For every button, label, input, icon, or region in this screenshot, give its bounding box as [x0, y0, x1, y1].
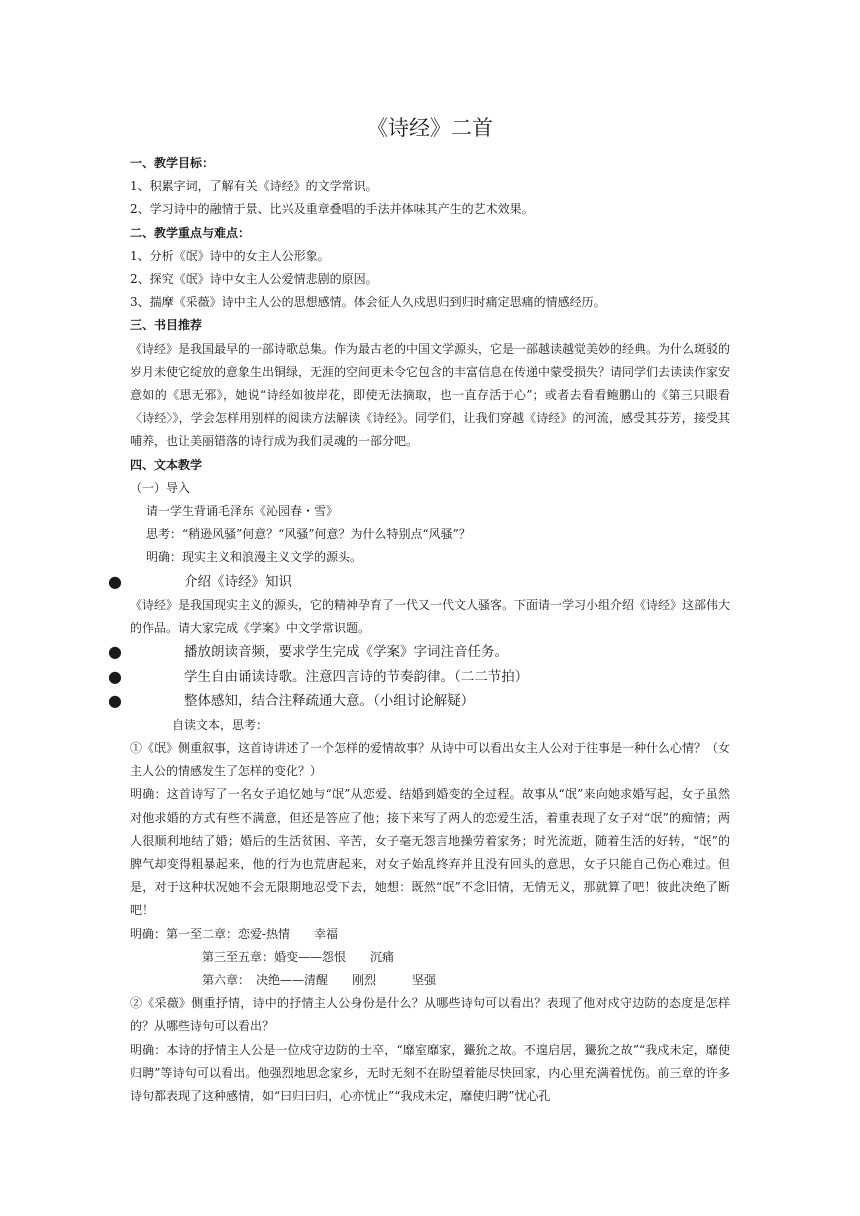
book-recommendation-paragraph: 《诗经》是我国最早的一部诗歌总集。作为最古老的中国文学源头，它是一部越读越觉美妙的经典。为什么斑驳的岁月未使它绽放的意象生出铜绿，无涯的空间更未令它包含的丰富信息在传递中蒙受损失？请同学们去读读作家安意如的《思无邪》，她说“诗经如彼岸花，即使无法摘取，也一直存活于心”；或者去看看鲍鹏山的《第三只眼看〈诗经〉》，学会怎样用别样的阅读方法解读《诗经》。同学们，让我们穿越《诗经》的河流，感受其芬芳，接受其哺养，也让美丽错落的诗行成为我们灵魂的一部分吧。 [130, 341, 731, 449]
question-paragraph: ①《氓》侧重叙事，这首诗讲述了一个怎样的爱情故事？从诗中可以看出女主人公对于往事是一种什么心情？（女主人公的情感发生了怎样的变化？） [130, 740, 731, 779]
document-title: 《诗经》二首 [367, 116, 493, 140]
bullet-icon: ● [108, 571, 122, 591]
shijing-intro-paragraph: 《诗经》是我国现实主义的源头，它的精神孕育了一代又一代文人骚客。下面请一学习小组介绍《诗经》这部伟大的作品。请大家完成《学案》中文学常识题。 [130, 598, 731, 636]
bullet-item [108, 689, 730, 713]
intro-line: 思考：“稍逊风骚”何意？“风骚”何意？为什么特别点“风骚”？ [146, 527, 471, 542]
document-body [108, 152, 731, 1108]
heading-text-teaching: 四、文本教学 [130, 457, 203, 472]
heading-key-points: 二、教学重点与难点： [130, 225, 251, 240]
bullet-icon: ● [108, 666, 122, 686]
heading-teaching-goals: 一、教学目标： [130, 156, 215, 170]
summary-line: 第三至五章：婚变——怨恨 沉痛 [202, 949, 395, 964]
bullet-icon: ● [108, 691, 122, 711]
question-paragraph: ②《采薇》侧重抒情，诗中的抒情主人公身份是什么？从哪些诗句可以看出？表现了他对戍守边防的态度是怎样的？从哪些诗句可以看出？ [130, 996, 730, 1034]
key-item: 2、探究《氓》诗中女主人公爱情悲剧的原因。 [130, 272, 378, 287]
bullet-text: 播放朗读音频，要求学生完成《学案》字词注音任务。 [184, 644, 508, 661]
summary-line: 明确：第一至二章：恋爱-热情 幸福 [130, 926, 339, 941]
bullet-item [108, 570, 730, 594]
key-item: 3、揣摩《采薇》诗中主人公的思想感情。体会征人久戍思归到归时痛定思痛的情感经历。 [130, 295, 606, 310]
intro-line: 明确：现实主义和浪漫主义文学的源头。 [146, 550, 363, 565]
summary-line: 第六章： 决绝——清醒 刚烈 坚强 [202, 972, 437, 987]
goal-item: 1、积累字词，了解有关《诗经》的文学常识。 [130, 179, 378, 194]
intro-label: （一）导入 [130, 480, 191, 495]
bullet-item [108, 640, 730, 664]
bullet-icon: ● [108, 642, 122, 662]
bullet-text: 学生自由诵读诗歌。注意四言诗的节奏韵律。（二二节拍） [184, 668, 529, 685]
bullet-text: 整体感知，结合注释疏通大意。（小组讨论解疑） [184, 693, 475, 710]
heading-book-recommendation: 三、书目推荐 [130, 318, 203, 333]
intro-line: 请一学生背诵毛泽东《沁园春・雪》 [146, 504, 339, 519]
answer-paragraph: 明确：这首诗写了一名女子追忆她与“氓”从恋爱、结婚到婚变的全过程。故事从“氓”来向她求婚写起，女子虽然对他求婚的方式有些不满意，但还是答应了他；接下来写了两人的恋爱生活，着重表现了女子对“氓”的痴情；两人很顺利地结了婚；婚后的生活贫困、辛苦，女子毫无怨言地操劳着家务；时光流逝，随着生活的好转，“氓”的脾气却变得粗暴起来，他的行为也荒唐起来，对女子始乱终弃并且没有回头的意思，女子只能自己伤心难过。但是，对于这种状况她不会无限期地忍受下去，她想：既然“氓”不念旧情，无情无义，那就算了吧！彼此决绝了断吧！ [130, 787, 730, 918]
bullet-item [108, 665, 730, 689]
self-read-prompt: 自读文本，思考： [172, 717, 269, 732]
key-item: 1、分析《氓》诗中的女主人公形象。 [130, 248, 330, 263]
bullet-text: 介绍《诗经》知识 [184, 573, 292, 590]
goal-item: 2、学习诗中的融情于景、比兴及重章叠唱的手法并体味其产生的艺术效果。 [130, 202, 534, 217]
answer-paragraph: 明确：本诗的抒情主人公是一位戍守边防的士卒，“靡室靡家，玁狁之故。不遑启居，玁狁之故”“我戍未定，靡使归聘”等诗句可以看出。他强烈地思念家乡，无时无刻不在盼望着能尽快回家，内心里充满着忧伤。前三章的许多诗句都表现了这种感情，如“曰归曰归，心亦忧止”“我戍未定，靡使归聘”忧心孔 [130, 1042, 730, 1103]
